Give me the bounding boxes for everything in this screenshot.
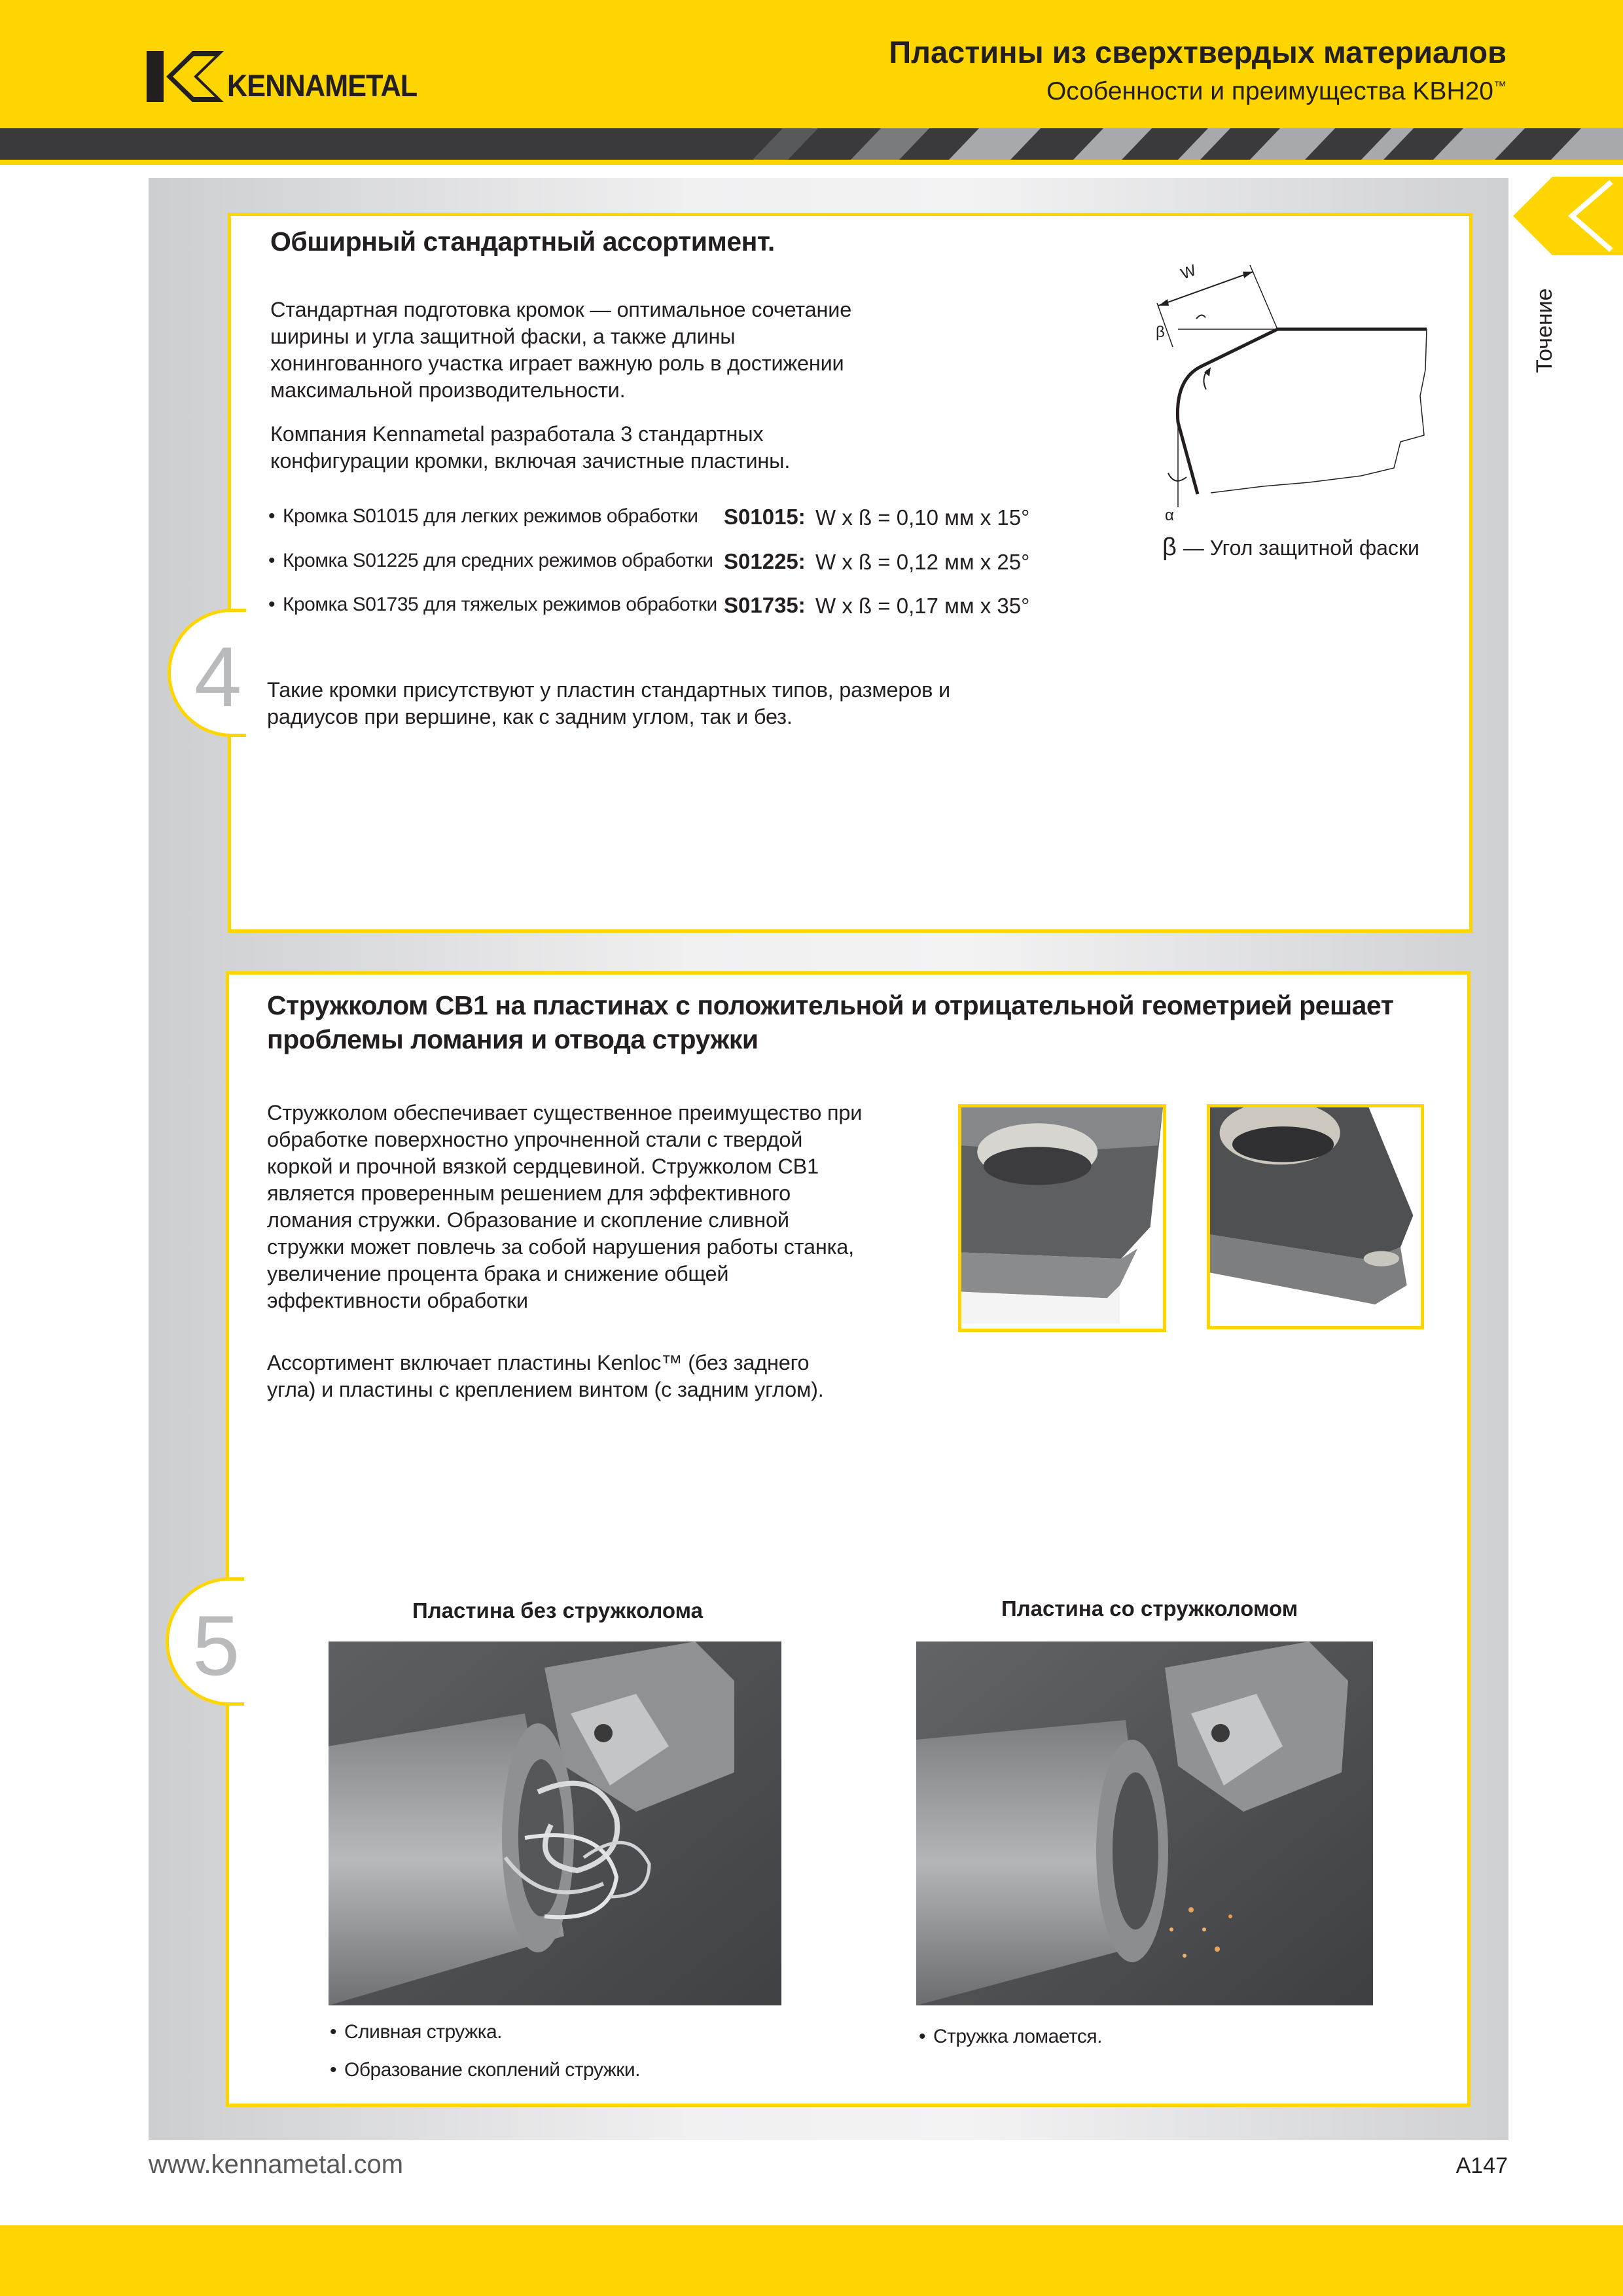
edge-code-2: S01225: <box>724 549 806 573</box>
left-photo-bullet-2: • Образование скоплений стружки. <box>330 2059 640 2081</box>
edge-preparation-diagram <box>1113 245 1440 540</box>
page-number: A147 <box>1455 2153 1508 2178</box>
section-4-para-3: Такие кромки присутствуют у пластин стандартных типов, размеров и радиусов при вершине, как с задним углом, так и без. <box>267 678 951 728</box>
machining-photo-broken-chip <box>916 1641 1373 2005</box>
edge-code-3: S01735: <box>724 593 806 617</box>
chevron-left-icon <box>1513 177 1623 255</box>
section-5-para-2: Ассортимент включает пластины Kenloc™ (без заднего угла) и пластины с креплением винтом (с задним углом). <box>267 1351 824 1401</box>
page-subtitle-text: Особенности и преимущества KBH20 <box>1046 77 1493 105</box>
edge-formula-1: W x ß = 0,10 мм x 15° <box>815 505 1030 529</box>
edge-formula-3: W x ß = 0,17 мм x 35° <box>815 594 1030 618</box>
section-4-heading: Обширный стандартный ассортимент. <box>270 226 775 257</box>
machining-photo-continuous-chip <box>329 1641 781 2005</box>
insert-closeup-photo-1 <box>958 1104 1166 1332</box>
header-stripe <box>0 128 1623 160</box>
diagram-label-beta: β <box>1156 323 1165 341</box>
trademark-mark: ™ <box>1493 79 1507 94</box>
page-title: Пластины из сверхтвердых материалов <box>889 35 1507 69</box>
legend-text: — Угол защитной фаски <box>1183 536 1419 560</box>
edge-code-1: S01015: <box>724 505 806 529</box>
insert-closeup-photo-2 <box>1207 1104 1424 1329</box>
diagram-label-alpha: α <box>1165 507 1174 524</box>
edge-bullet-2: • Кромка S01225 для средних режимов обработки <box>268 550 713 572</box>
side-section-label-text: Точение <box>1532 288 1557 373</box>
page-subtitle <box>1046 77 1507 106</box>
photo-caption-right: Пластина со стружколомом <box>1001 1596 1298 1621</box>
section-5-para-1: Стружколом обеспечивает существенное преимущество при обработке поверхностно упрочненной стали с твердой коркой и прочной вязкой сердцевиной. Стружколом CB1 является проверенным решением для эффективного ломания стружки. Образование и скопление сливной стружки может повлечь за собой нарушения работы станка, увеличение процента брака и снижение общей эффективности обработки <box>267 1101 863 1312</box>
footer-bar <box>0 2225 1623 2296</box>
left-photo-bullet-1: • Сливная стружка. <box>330 2021 502 2043</box>
section-4-para-2: Компания Kennametal разработала 3 стандартных конфигурации кромки, включая зачистные пластины. <box>270 422 791 473</box>
edge-formula-2: W x ß = 0,12 мм x 25° <box>815 550 1030 574</box>
right-photo-bullet-1: • Стружка ломается. <box>919 2026 1102 2048</box>
edge-bullet-3: • Кромка S01735 для тяжелых режимов обработки <box>268 594 717 616</box>
legend-symbol: β <box>1162 533 1177 561</box>
edge-bullet-1: • Кромка S01015 для легких режимов обработки <box>268 505 698 528</box>
section-4-para-1: Стандартная подготовка кромок — оптимальное сочетание ширины и угла защитной фаски, а также длины хонингованного участка играет важную роль в достижении максимальной производительности. <box>270 298 852 402</box>
section-number: 5 <box>192 1598 240 1693</box>
section-5-heading-line-2: проблемы ломания и отвода стружки <box>267 1024 758 1054</box>
section-5-heading-line-1: Стружколом CB1 на пластинах с положительной и отрицательной геометрией решает <box>267 990 1394 1020</box>
side-section-label <box>1532 288 1571 393</box>
brand-name: KENNAMETAL <box>227 68 418 103</box>
section-number: 4 <box>194 629 242 725</box>
diagram-label-w: W <box>1178 261 1199 283</box>
diagram-legend <box>1162 533 1419 562</box>
photo-caption-left: Пластина без стружколома <box>412 1598 703 1623</box>
footer-website-link[interactable]: www.kennametal.com <box>149 2150 404 2179</box>
header-underline <box>0 160 1623 165</box>
